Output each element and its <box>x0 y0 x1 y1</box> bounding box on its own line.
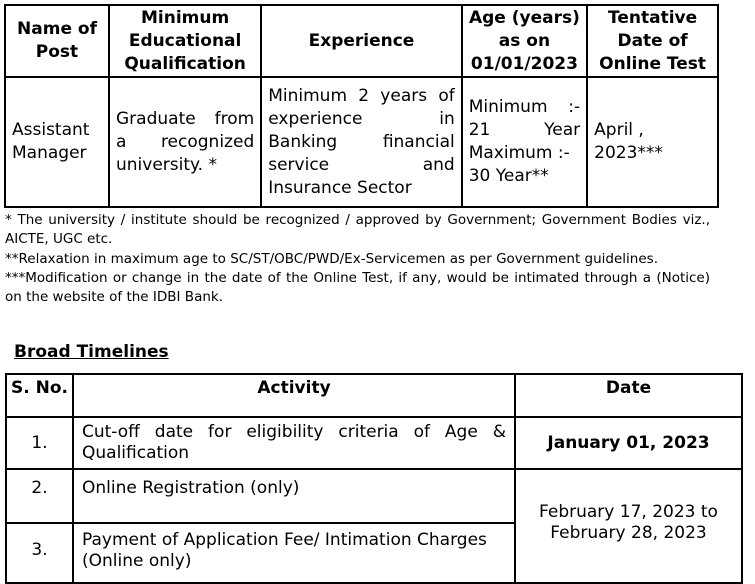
header-experience: Experience <box>261 5 461 77</box>
footnotes <box>5 211 710 307</box>
header-age: Age (years) as on 01/01/2023 <box>462 5 587 77</box>
cell-experience: Minimum 2 years of experience in Banking financial service and Insurance Sector <box>261 77 461 207</box>
table-row <box>6 469 742 523</box>
post-table-header-row <box>5 5 718 77</box>
cell-post: Assistant Manager <box>5 77 109 207</box>
header-date: Date <box>515 374 742 417</box>
post-table-row <box>5 77 718 207</box>
header-activity: Activity <box>73 374 515 417</box>
row-2-sno: 2. <box>6 469 73 523</box>
cell-age <box>462 77 587 207</box>
merged-date: February 17, 2023 to February 28, 2023 <box>515 469 742 583</box>
row-1-sno: 1. <box>6 417 73 469</box>
footnote-3: ***Modification or change in the date of the Online Test, if any, would be intimated through a (Notice) on the website of the IDBI Bank. <box>5 269 710 306</box>
footnote-1: * The university / institute should be recognized / approved by Government; Government Bodies viz., AICTE, UGC etc. <box>5 212 710 248</box>
row-3-sno: 3. <box>6 523 73 583</box>
header-sno: S. No. <box>6 374 73 417</box>
age-max: Maximum :- 30 Year** <box>468 143 570 186</box>
table-row <box>6 417 742 469</box>
header-qualification: Minimum Educational Qualification <box>109 5 261 77</box>
timeline-header-row <box>6 374 742 417</box>
header-test-date: Tentative Date of Online Test <box>587 5 718 77</box>
cell-qualification: Graduate from a recognized university. * <box>109 77 261 207</box>
row-2-activity: Online Registration (only) <box>73 469 515 523</box>
post-details-table <box>4 4 719 208</box>
row-1-activity: Cut-off date for eligibility criteria of Age & Qualification <box>73 417 515 469</box>
age-min: Minimum :- 21 Year <box>468 97 581 140</box>
row-1-date: January 01, 2023 <box>515 417 742 469</box>
cell-test-date: April , 2023*** <box>587 77 718 207</box>
footnote-2: **Relaxation in maximum age to SC/ST/OBC/PWD/Ex-Servicemen as per Government guidelines. <box>5 250 658 267</box>
timeline-table <box>5 373 743 584</box>
header-name-of-post: Name of Post <box>5 5 109 77</box>
timelines-heading: Broad Timelines <box>14 342 169 362</box>
row-3-activity: Payment of Application Fee/ Intimation Charges (Online only) <box>73 523 515 583</box>
